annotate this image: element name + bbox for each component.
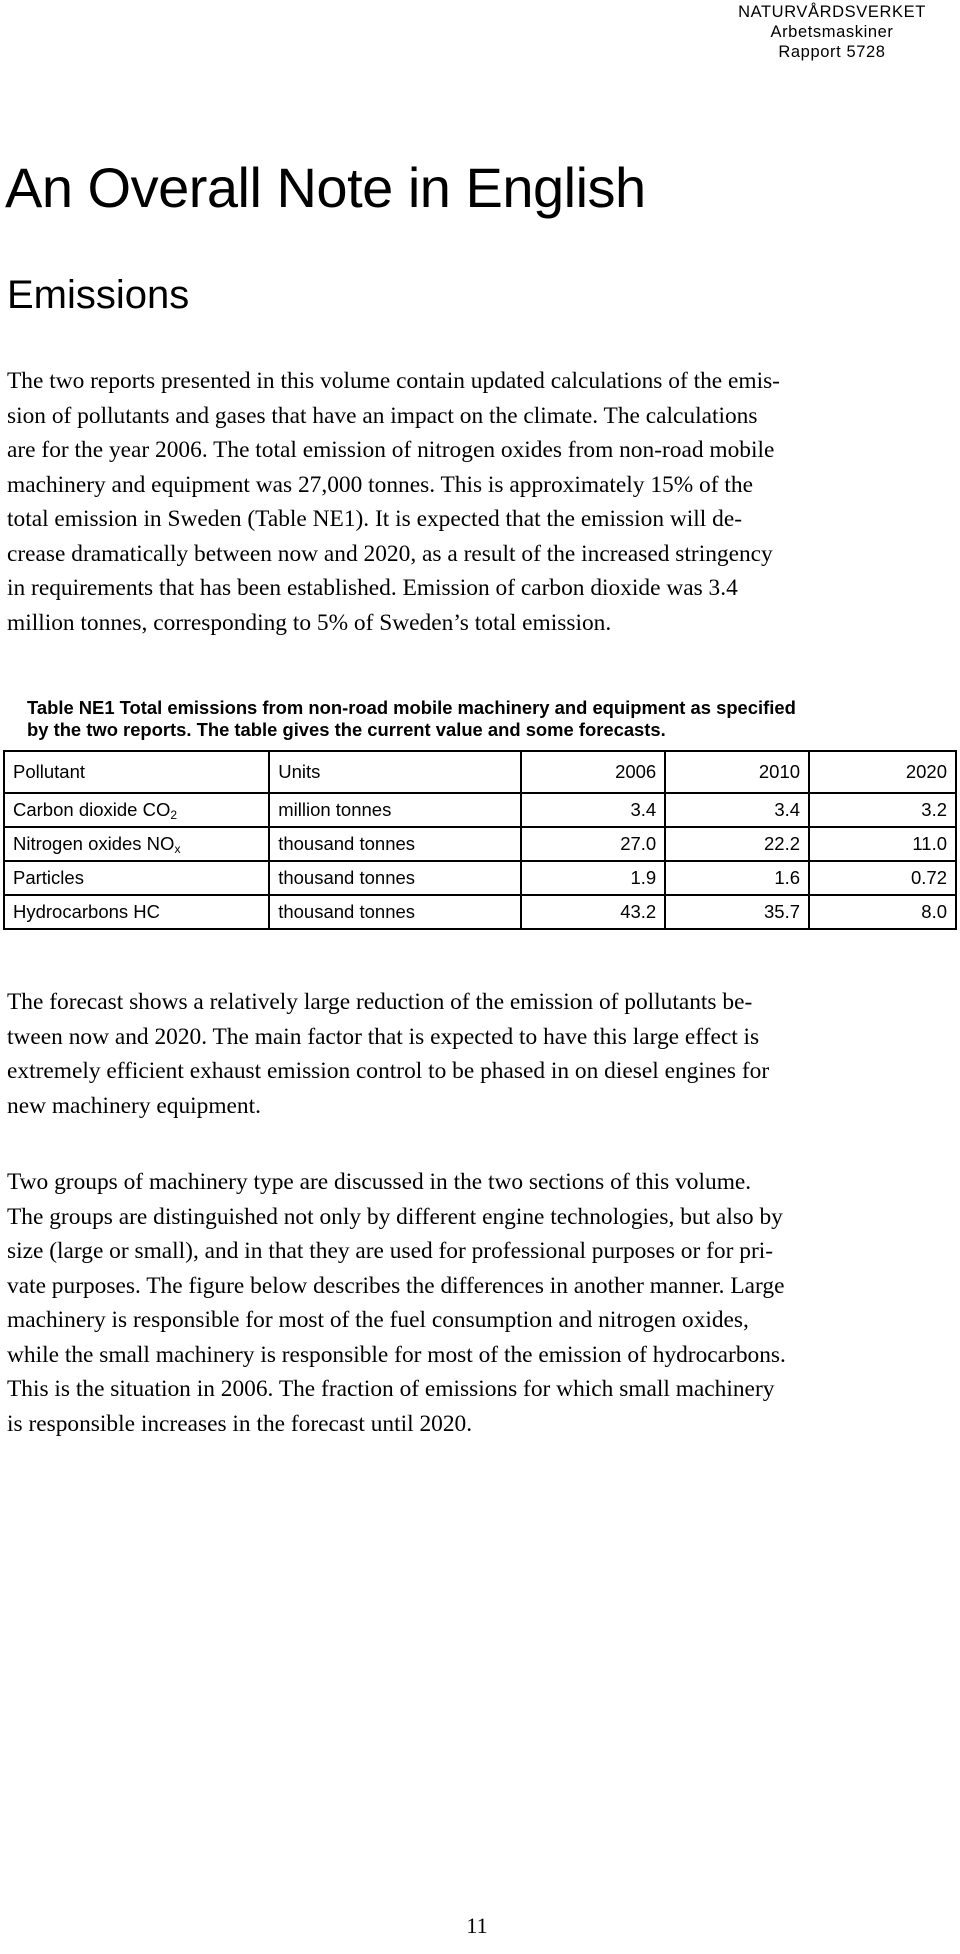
text-line: Two groups of machinery type are discussed in the two sections of this volume. (7, 1169, 752, 1195)
text-line: The groups are distinguished not only by different engine technologies, but also by (7, 1203, 783, 1230)
pollutant-name: Hydrocarbons HC (13, 901, 161, 922)
text-line: machinery is responsible for most of the fuel consumption and nitrogen oxides, (7, 1307, 749, 1333)
text-line: This is the situation in 2006. The fraction of emissions for which small machinery (7, 1376, 775, 1402)
table-row (4, 895, 956, 929)
text-line: The forecast shows a relatively large reduction of the emission of pollutants be- (7, 989, 753, 1015)
text-line: sion of pollutants and gases that have an impact on the climate. The calculations (7, 402, 758, 429)
table-row (4, 827, 956, 861)
header-agency: NATURVÅRDSVERKET (738, 3, 926, 21)
value-2020-cell: 0.72 (809, 861, 956, 895)
value-2020-cell: 8.0 (809, 895, 956, 929)
text-line: million tonnes, corresponding to 5% of Sweden’s total emission. (7, 609, 612, 636)
table-caption (27, 697, 796, 741)
column-header-2006: 2006 (521, 751, 665, 793)
value-2010-cell: 35.7 (665, 895, 809, 929)
paragraph-machinery-groups (7, 1165, 937, 1441)
pollutant-name: Nitrogen oxides NO (13, 832, 175, 854)
value-2020-cell: 11.0 (809, 827, 956, 861)
pollutant-cell (4, 895, 269, 929)
column-header-2010: 2010 (665, 751, 809, 793)
emissions-table (3, 750, 957, 930)
table-row (4, 861, 956, 895)
text-line: vate purposes. The figure below describes the differences in another manner. Large (7, 1272, 785, 1299)
caption-line: by the two reports. The table gives the current value and some forecasts. (27, 719, 666, 740)
value-2006-cell: 1.9 (521, 861, 665, 895)
header-report-number: Rapport 5728 (778, 43, 886, 61)
pollutant-cell (4, 793, 269, 827)
table-header-row (4, 751, 956, 793)
text-line: machinery and equipment was 27,000 tonnes. This is approximately 15% of the (7, 471, 753, 498)
pollutant-subscript: x (174, 841, 181, 856)
value-2006-cell: 43.2 (521, 895, 665, 929)
pollutant-cell (4, 861, 269, 895)
caption-line: Table NE1 Total emissions from non-road mobile machinery and equipment as specified (27, 697, 796, 718)
column-header-units: Units (269, 751, 521, 793)
text-line: while the small machinery is responsible for most of the emission of hydrocarbons. (7, 1341, 786, 1368)
column-header-pollutant: Pollutant (4, 751, 269, 793)
paragraph-forecast (7, 985, 937, 1123)
table-row (4, 793, 956, 827)
page-title: An Overall Note in English (5, 156, 646, 219)
text-line: total emission in Sweden (Table NE1). It is expected that the emission will de- (7, 506, 742, 532)
units-cell: thousand tonnes (269, 827, 521, 861)
section-heading: Emissions (7, 273, 190, 317)
header-series: Arbetsmaskiner (770, 23, 894, 41)
text-line: The two reports presented in this volume contain updated calculations of the emis- (7, 368, 780, 394)
text-line: in requirements that has been established. Emission of carbon dioxide was 3.4 (7, 575, 738, 601)
value-2010-cell: 3.4 (665, 793, 809, 827)
running-header (717, 2, 947, 62)
column-header-2020: 2020 (809, 751, 956, 793)
text-line: size (large or small), and in that they are used for professional purposes or for pri- (7, 1238, 774, 1264)
pollutant-subscript: 2 (170, 807, 178, 822)
units-cell: thousand tonnes (269, 895, 521, 929)
units-cell: thousand tonnes (269, 861, 521, 895)
text-line: tween now and 2020. The main factor that is expected to have this large effect is (7, 1023, 760, 1050)
text-line: are for the year 2006. The total emission of nitrogen oxides from non-road mobile (7, 437, 775, 463)
value-2010-cell: 1.6 (665, 861, 809, 895)
text-line: new machinery equipment. (7, 1092, 261, 1119)
units-cell: million tonnes (269, 793, 521, 827)
value-2010-cell: 22.2 (665, 827, 809, 861)
text-line: crease dramatically between now and 2020, as a result of the increased stringency (7, 540, 773, 567)
pollutant-name: Particles (13, 867, 84, 888)
pollutant-name: Carbon dioxide CO (13, 798, 171, 820)
value-2006-cell: 3.4 (521, 793, 665, 827)
text-line: extremely efficient exhaust emission control to be phased in on diesel engines for (7, 1058, 770, 1084)
pollutant-cell (4, 827, 269, 861)
value-2020-cell: 3.2 (809, 793, 956, 827)
paragraph-intro (7, 364, 937, 640)
value-2006-cell: 27.0 (521, 827, 665, 861)
text-line: is responsible increases in the forecast until 2020. (7, 1410, 473, 1437)
page-number: 11 (466, 1913, 488, 1938)
